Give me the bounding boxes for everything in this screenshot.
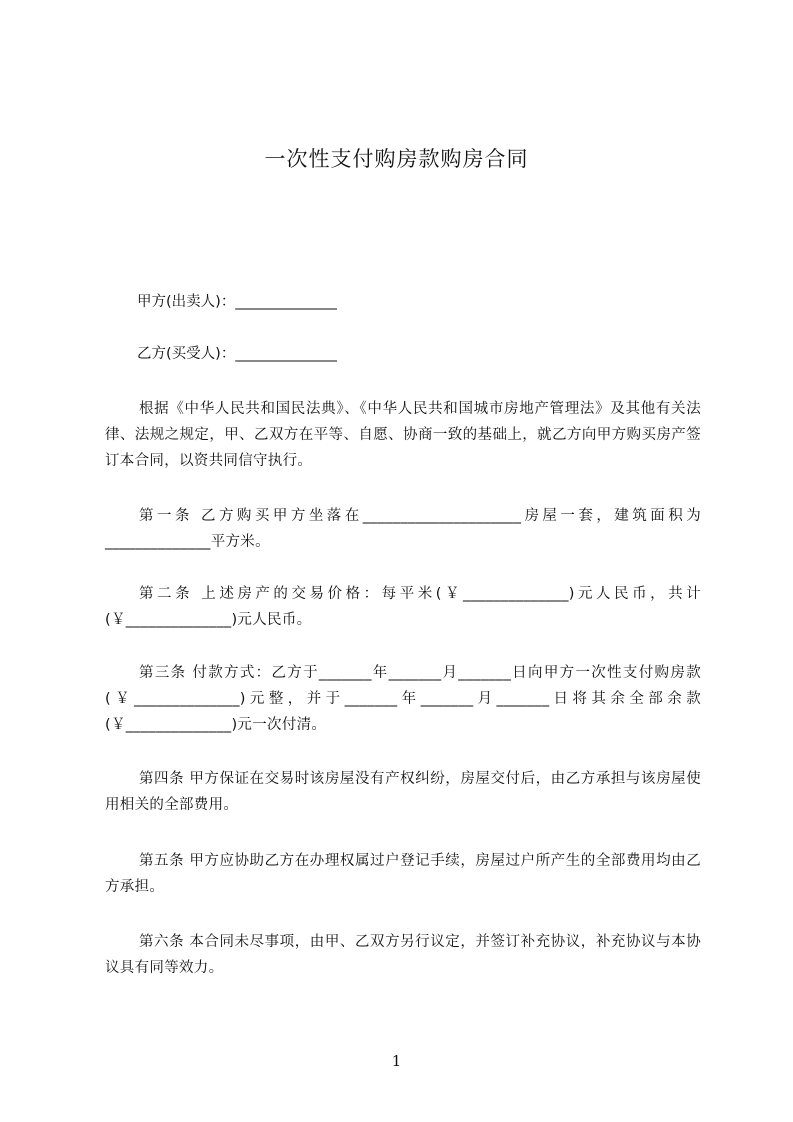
preamble-paragraph <box>105 396 701 474</box>
preamble-text: 根据《中华人民共和国民法典》、《中华人民共和国城市房地产管理法》及其他有关法律、法规之规定，甲、乙双方在平等、自愿、协商一致的基础上，就乙方向甲方购买房产签订本合同，以资共同信守执行。 <box>105 401 701 469</box>
article-2 <box>105 581 701 633</box>
article-2-text: 第二条 上述房产的交易价格：每平米(￥______________)元人民币，共计(￥______________)元人民币。 <box>105 586 701 628</box>
article-5-text: 第五条 甲方应协助乙方在办理权属过户登记手续，房屋过户所产生的全部费用均由乙方承担。 <box>105 853 701 895</box>
article-4 <box>105 766 701 818</box>
article-1 <box>105 503 701 555</box>
party-b-line: 乙方(买受人)：______________ <box>137 346 337 362</box>
article-5 <box>105 848 701 900</box>
page-number: 1 <box>391 1052 402 1070</box>
article-3 <box>105 660 701 738</box>
article-1-text: 第一条 乙方购买甲方坐落在_____________________房屋一套，建筑面积为______________平方米。 <box>105 508 701 550</box>
article-4-text: 第四条 甲方保证在交易时该房屋没有产权纠纷，房屋交付后，由乙方承担与该房屋使用相关的全部费用。 <box>105 771 701 813</box>
article-6 <box>105 929 701 981</box>
party-a-line: 甲方(出卖人)：______________ <box>137 294 337 310</box>
article-3-text: 第三条 付款方式：乙方于_______年_______月_______日向甲方一次性支付购房款(￥______________)元整，并于_______年_______月_______日将其余全部余款(￥______________)元一次付清。 <box>105 665 701 733</box>
article-6-text: 第六条 本合同未尽事项，由甲、乙双方另行议定，并签订补充协议，补充协议与本协议具有同等效力。 <box>105 934 701 976</box>
page-title: 一次性支付购房款购房合同 <box>264 147 529 171</box>
